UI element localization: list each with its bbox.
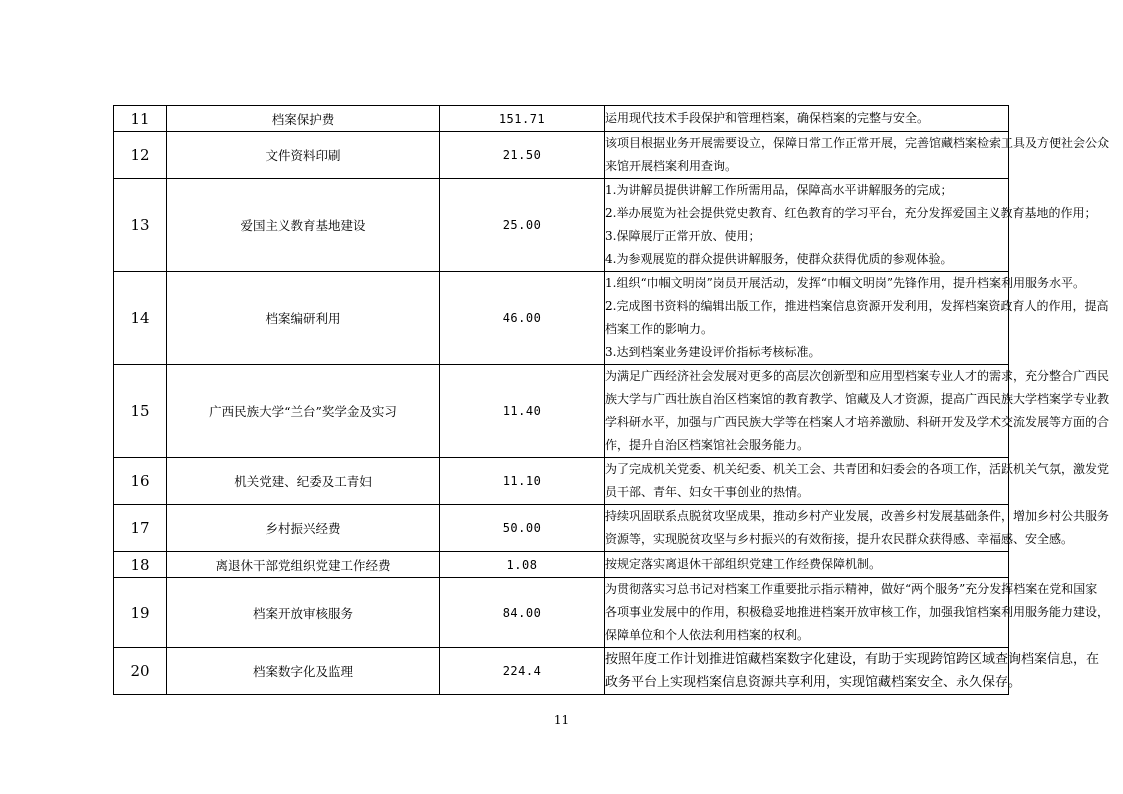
page-number: 11 <box>553 713 570 727</box>
item-description <box>605 132 1110 179</box>
description-line: 持续巩固联系点脱贫攻坚成果，推动乡村产业发展，改善乡村发展基础条件，增加乡村公共服务 <box>605 509 1110 523</box>
item-name: 离退休干部党组织党建工作经费 <box>167 552 440 578</box>
item-amount: 46.00 <box>440 272 605 365</box>
item-description <box>605 458 1110 505</box>
description-line: 1.组织“巾帼文明岗”岗员开展活动，发挥“巾帼文明岗”先锋作用，提升档案利用服务水平。 <box>605 276 1085 290</box>
description-line: 按照年度工作计划推进馆藏档案数字化建设，有助于实现跨馆跨区域查询档案信息，在 <box>605 652 1100 667</box>
table-row <box>114 458 1009 505</box>
description-line: 为满足广西经济社会发展对更多的高层次创新型和应用型档案专业人才的需求，充分整合广西民 <box>605 369 1110 383</box>
description-line: 学科研水平，加强与广西民族大学等在档案人才培养激励、科研开发及学术交流发展等方面的合 <box>605 415 1110 429</box>
row-number: 20 <box>114 648 167 695</box>
row-number: 11 <box>114 106 167 132</box>
table-row <box>114 272 1009 365</box>
item-description <box>605 272 1109 365</box>
item-description <box>605 578 1110 648</box>
item-description <box>605 365 1110 458</box>
row-number: 18 <box>114 552 167 578</box>
item-description <box>605 552 1009 578</box>
description-line: 3.保障展厅正常开放、使用； <box>605 229 761 243</box>
description-line: 族大学与广西壮族自治区档案馆的教育教学、馆藏及人才资源，提高广西民族大学档案学专业教 <box>605 392 1110 406</box>
description-line: 保障单位和个人依法利用档案的权利。 <box>605 628 810 642</box>
table-row <box>114 578 1009 648</box>
row-number: 15 <box>114 365 167 458</box>
item-name: 档案保护费 <box>167 106 440 132</box>
item-amount: 1.08 <box>440 552 605 578</box>
item-description <box>605 648 1100 695</box>
table-row <box>114 552 1009 578</box>
table-row <box>114 179 1009 272</box>
item-name: 爱国主义教育基地建设 <box>167 179 440 272</box>
row-number: 13 <box>114 179 167 272</box>
item-name: 乡村振兴经费 <box>167 505 440 552</box>
description-line: 来馆开展档案利用查询。 <box>605 159 738 173</box>
table-row <box>114 132 1009 179</box>
row-number: 12 <box>114 132 167 179</box>
row-number: 19 <box>114 578 167 648</box>
row-number: 14 <box>114 272 167 365</box>
description-line: 员干部、青年、妇女干事创业的热情。 <box>605 485 810 499</box>
item-description <box>605 106 1009 132</box>
description-line: 该项目根据业务开展需要设立，保障日常工作正常开展，完善馆藏档案检索工具及方便社会公众 <box>605 136 1110 150</box>
item-name: 档案编研利用 <box>167 272 440 365</box>
description-line: 1.为讲解员提供讲解工作所需用品，保障高水平讲解服务的完成； <box>605 183 953 197</box>
description-line: 3.达到档案业务建设评价指标考核标准。 <box>605 345 821 359</box>
item-amount: 151.71 <box>440 106 605 132</box>
table-row <box>114 648 1009 695</box>
table-row <box>114 365 1009 458</box>
item-amount: 84.00 <box>440 578 605 648</box>
item-name: 广西民族大学“兰台”奖学金及实习 <box>167 365 440 458</box>
budget-items-table <box>113 105 1110 695</box>
description-line: 2.完成图书资料的编辑出版工作，推进档案信息资源开发利用，发挥档案资政育人的作用，提高 <box>605 299 1109 313</box>
description-line: 运用现代技术手段保护和管理档案，确保档案的完整与安全。 <box>605 111 930 125</box>
item-amount: 25.00 <box>440 179 605 272</box>
table-row <box>114 106 1009 132</box>
table-row <box>114 505 1009 552</box>
row-number: 16 <box>114 458 167 505</box>
description-line: 档案工作的影响力。 <box>605 322 714 336</box>
table-body <box>114 106 1110 695</box>
item-name: 文件资料印刷 <box>167 132 440 179</box>
item-description <box>605 505 1110 552</box>
description-line: 资源等，实现脱贫攻坚与乡村振兴的有效衔接，提升农民群众获得感、幸福感、安全感。 <box>605 532 1074 546</box>
item-amount: 50.00 <box>440 505 605 552</box>
description-line: 2.举办展览为社会提供党史教育、红色教育的学习平台，充分发挥爱国主义教育基地的作用； <box>605 206 1097 220</box>
description-line: 为了完成机关党委、机关纪委、机关工会、共青团和妇委会的各项工作，活跃机关气氛，激发党 <box>605 462 1110 476</box>
description-line: 各项事业发展中的作用，积极稳妥地推进档案开放审核工作，加强我馆档案利用服务能力建设， <box>605 605 1110 619</box>
item-amount: 21.50 <box>440 132 605 179</box>
item-amount: 11.40 <box>440 365 605 458</box>
description-line: 按规定落实离退休干部组织党建工作经费保障机制。 <box>605 557 882 571</box>
item-name: 档案数字化及监理 <box>167 648 440 695</box>
row-number: 17 <box>114 505 167 552</box>
description-line: 4.为参观展览的群众提供讲解服务，使群众获得优质的参观体验。 <box>605 252 953 266</box>
description-line: 作，提升自治区档案馆社会服务能力。 <box>605 438 810 452</box>
item-amount: 11.10 <box>440 458 605 505</box>
item-name: 机关党建、纪委及工青妇 <box>167 458 440 505</box>
item-name: 档案开放审核服务 <box>167 578 440 648</box>
description-line: 为贯彻落实习总书记对档案工作重要批示指示精神，做好“两个服务”充分发挥档案在党和国家 <box>605 582 1098 596</box>
description-line: 政务平台上实现档案信息资源共享利用，实现馆藏档案安全、永久保存。 <box>605 675 1022 690</box>
item-amount: 224.4 <box>440 648 605 695</box>
item-description <box>605 179 1097 272</box>
